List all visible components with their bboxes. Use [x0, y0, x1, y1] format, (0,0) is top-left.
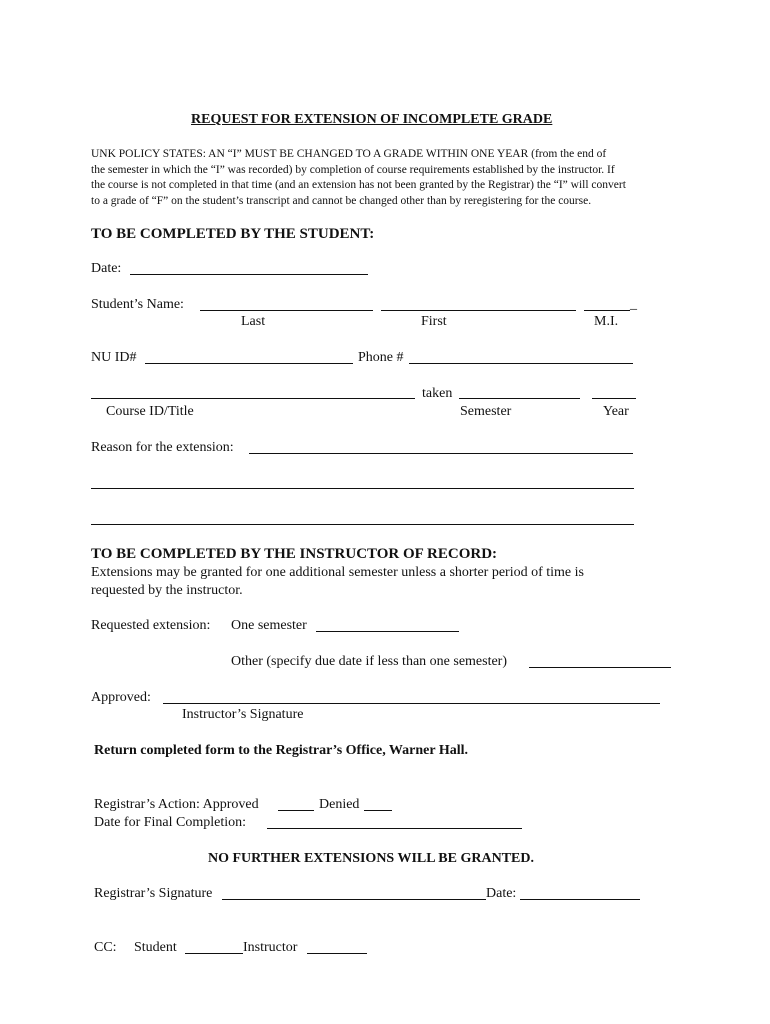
one-semester-field[interactable]	[316, 631, 459, 632]
denied-field[interactable]	[364, 810, 392, 811]
one-semester-label: One semester	[231, 618, 307, 633]
course-caption: Course ID/Title	[106, 404, 194, 419]
middle-initial-field[interactable]	[584, 310, 630, 311]
other-date-label: Other (specify due date if less than one semester)	[231, 654, 508, 669]
taken-label: taken	[422, 386, 453, 401]
course-field[interactable]	[91, 398, 415, 399]
phone-field[interactable]	[409, 363, 633, 364]
approved-label: Approved:	[91, 690, 151, 705]
no-further-extensions-notice: NO FURTHER EXTENSIONS WILL BE GRANTED.	[208, 851, 534, 866]
registrar-signature-field[interactable]	[222, 899, 486, 900]
phone-label: Phone #	[358, 350, 404, 365]
policy-line: the course is not completed in that time (and an extension has not been granted by the Registrar) the “I” will convert	[91, 179, 626, 191]
middle-initial-trail: _	[630, 297, 637, 312]
reason-field-line-3[interactable]	[91, 524, 634, 525]
policy-line: UNK POLICY STATES: AN “I” MUST BE CHANGED TO A GRADE WITHIN ONE YEAR (from the end of	[91, 148, 607, 160]
policy-line: the semester in which the “I” was recorded) by completion of course requirements established by the instructor. If	[91, 163, 615, 176]
semester-caption: Semester	[460, 404, 512, 419]
middle-initial-caption: M.I.	[594, 314, 619, 329]
cc-instructor-field[interactable]	[307, 953, 367, 954]
other-date-field[interactable]	[529, 667, 671, 668]
registrar-signature-label: Registrar’s Signature	[94, 886, 213, 901]
student-name-label: Student’s Name:	[91, 297, 184, 312]
last-name-field[interactable]	[200, 310, 373, 311]
requested-extension-label: Requested extension:	[91, 618, 211, 633]
approved-field[interactable]	[278, 810, 314, 811]
reason-label: Reason for the extension:	[91, 440, 234, 455]
final-completion-field[interactable]	[267, 828, 522, 829]
first-name-caption: First	[421, 314, 447, 329]
form-title: REQUEST FOR EXTENSION OF INCOMPLETE GRADE	[191, 112, 553, 127]
semester-field[interactable]	[459, 398, 580, 399]
nu-id-label: NU ID#	[91, 350, 137, 365]
policy-statement	[91, 147, 691, 209]
year-caption: Year	[603, 404, 629, 419]
instructor-section-heading: TO BE COMPLETED BY THE INSTRUCTOR OF RECORD:	[91, 546, 498, 562]
reason-field[interactable]	[249, 453, 633, 454]
first-name-field[interactable]	[381, 310, 576, 311]
denied-label: Denied	[319, 797, 360, 812]
registrar-date-label: Date:	[486, 886, 517, 901]
instructor-note-line-2: requested by the instructor.	[91, 583, 243, 598]
cc-label: CC:	[94, 940, 117, 955]
date-field[interactable]	[130, 274, 368, 275]
date-label: Date:	[91, 261, 122, 276]
year-field[interactable]	[592, 398, 636, 399]
instructor-signature-caption: Instructor’s Signature	[182, 707, 304, 722]
final-completion-label: Date for Final Completion:	[94, 815, 247, 830]
student-section-heading: TO BE COMPLETED BY THE STUDENT:	[91, 226, 375, 242]
policy-line: to a grade of “F” on the student’s transcript and cannot be changed other than by reregistering for the course.	[91, 194, 592, 207]
instructor-signature-field[interactable]	[163, 703, 660, 704]
nu-id-field[interactable]	[145, 363, 353, 364]
registrar-date-field[interactable]	[520, 899, 640, 900]
registrar-action-label: Registrar’s Action: Approved	[94, 797, 259, 812]
return-instruction: Return completed form to the Registrar’s Office, Warner Hall.	[94, 743, 469, 758]
cc-student-label: Student	[134, 940, 177, 955]
instructor-note-line-1: Extensions may be granted for one additional semester unless a shorter period of time is	[91, 565, 584, 580]
last-name-caption: Last	[241, 314, 266, 329]
cc-instructor-label: Instructor	[243, 940, 298, 955]
cc-student-field[interactable]	[185, 953, 243, 954]
reason-field-line-2[interactable]	[91, 488, 634, 489]
